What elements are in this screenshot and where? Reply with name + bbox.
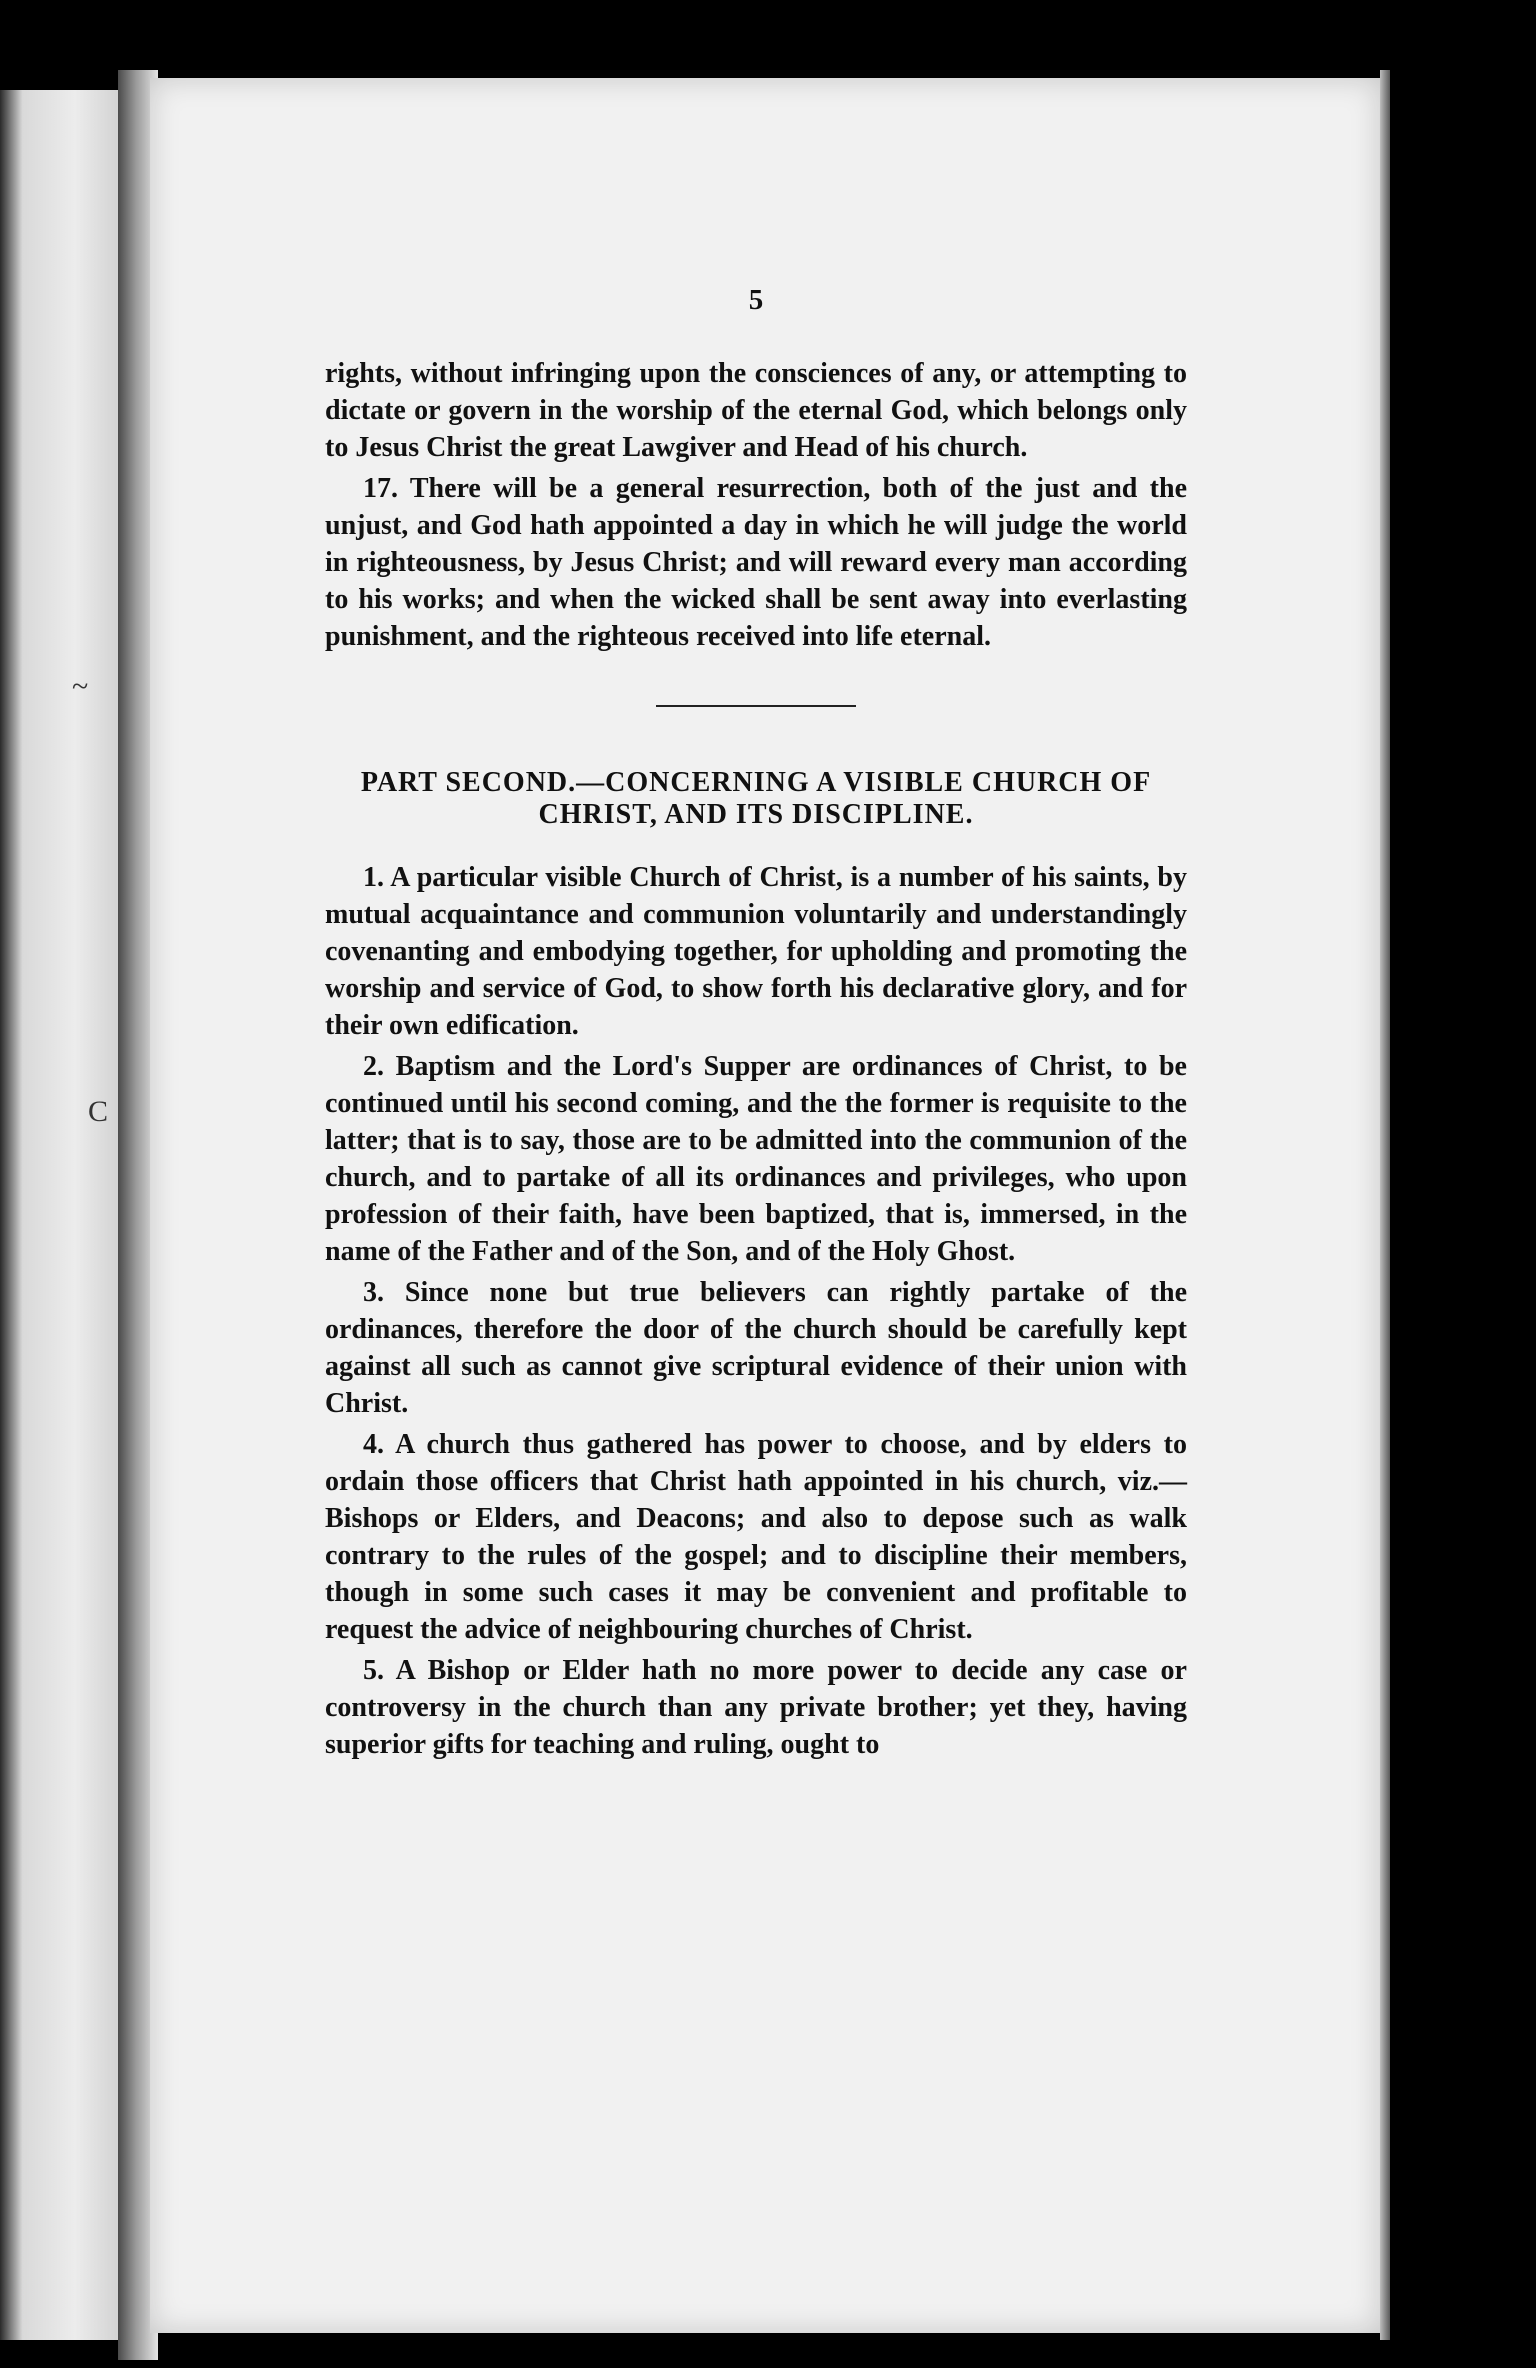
page-edge-shadow <box>1380 70 1390 2340</box>
section-rule <box>656 705 856 707</box>
facing-page-edge <box>0 90 125 2340</box>
section-heading: PART SECOND.—CONCERNING A VISIBLE CHURCH OF CHRIST, AND ITS DISCIPLINE. <box>360 767 1152 830</box>
paragraph: 3. Since none but true believers can rightly partake of the ordinances, therefore the door of the church should be carefully kept against all such as cannot give scriptural evidence of their union with Christ. <box>325 1277 1187 1419</box>
paragraph: rights, without infringing upon the consciences of any, or attempting to dictate or govern in the worship of the eternal God, which belongs only to Jesus Christ the great Lawgiver and Head of his church. <box>325 358 1187 463</box>
paragraph: 5. A Bishop or Elder hath no more power to decide any case or controversy in the church than any private brother; yet they, having superior gifts for teaching and ruling, ought to <box>325 1655 1187 1760</box>
margin-mark: ~ <box>72 670 89 703</box>
page-number: 5 <box>748 284 764 316</box>
margin-mark: C <box>88 1095 109 1128</box>
paragraph: 17. There will be a general resurrection, both of the just and the unjust, and God hath appointed a day in which he will judge the world in righteousness, by Jesus Christ; and will reward every man according to his works; and when the wicked shall be sent away into everlasting punishment, and the righteous received into life eternal. <box>325 473 1187 652</box>
paragraph: 4. A church thus gathered has power to choose, and by elders to ordain those officers that Christ hath appointed in his church, viz.—Bishops or Elders, and Deacons; and also to depose such as walk contrary to the rules of the gospel; and to discipline their members, though in some such cases it may be convenient and profitable to request the advice of neighbouring churches of Christ. <box>325 1429 1187 1645</box>
paragraph: 1. A particular visible Church of Christ, is a number of his saints, by mutual acquaintance and communion voluntarily and understandingly covenanting and embodying together, for upholding and promoting the worship and service of God, to show forth his declarative glory, and for their own edification. <box>325 862 1187 1041</box>
paragraph: 2. Baptism and the Lord's Supper are ordinances of Christ, to be continued until his second coming, and the the former is requisite to the latter; that is to say, those are to be admitted into the communion of the church, and to partake of all its ordinances and privileges, who upon profession of their faith, have been baptized, that is, immersed, in the name of the Father and of the Son, and of the Holy Ghost. <box>325 1051 1187 1267</box>
page-text <box>325 282 1187 1767</box>
